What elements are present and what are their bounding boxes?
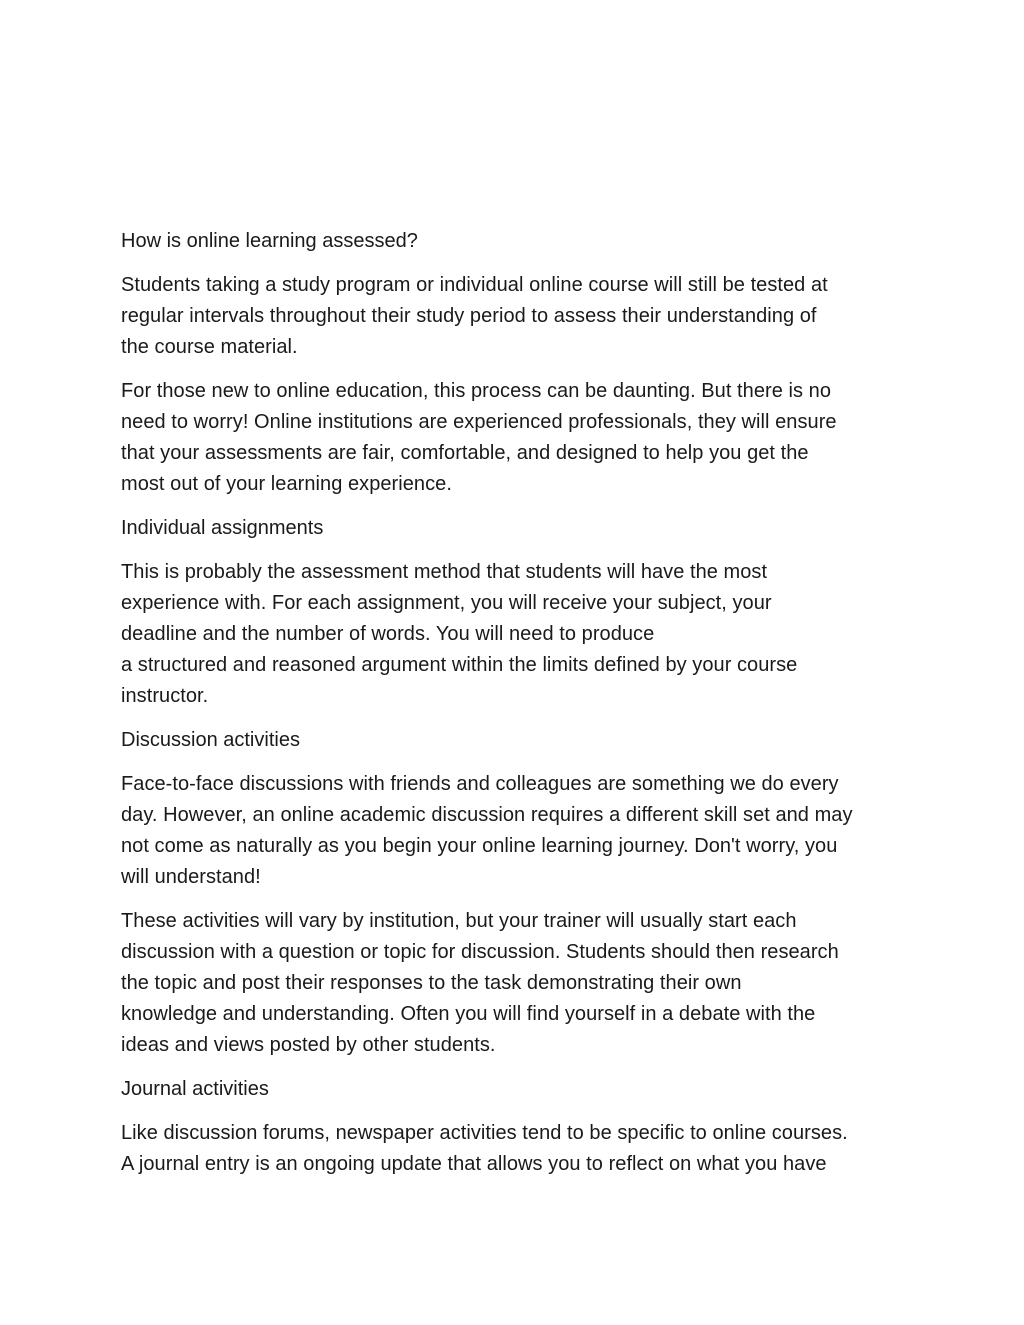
paragraph	[121, 906, 911, 1061]
paragraph	[121, 769, 911, 893]
section-heading	[121, 725, 911, 756]
text-line: This is probably the assessment method that students will have the most	[121, 561, 768, 583]
text-line: discussion with a question or topic for discussion. Students should then research	[121, 941, 839, 963]
text-line: deadline and the number of words. You will need to produce	[121, 623, 655, 645]
text-line: ideas and views posted by other students.	[121, 1034, 496, 1056]
text-line: a structured and reasoned argument within the limits defined by your course	[121, 654, 798, 676]
text-line: For those new to online education, this process can be daunting. But there is no	[121, 380, 831, 402]
text-line: most out of your learning experience.	[121, 473, 452, 495]
text-line: experience with. For each assignment, you will receive your subject, your	[121, 592, 772, 614]
text-line: Face-to-face discussions with friends and colleagues are something we do every	[121, 773, 839, 795]
document-body	[121, 226, 911, 1193]
text-line: Individual assignments	[121, 517, 324, 539]
paragraph	[121, 557, 911, 712]
section-heading	[121, 1074, 911, 1105]
text-line: that your assessments are fair, comfortable, and designed to help you get the	[121, 442, 809, 464]
text-line: need to worry! Online institutions are experienced professionals, they will ensure	[121, 411, 837, 433]
text-line: not come as naturally as you begin your online learning journey. Don't worry, you	[121, 835, 838, 857]
text-line: Discussion activities	[121, 729, 300, 751]
text-line: knowledge and understanding. Often you will find yourself in a debate with the	[121, 1003, 816, 1025]
text-line: How is online learning assessed?	[121, 230, 418, 252]
section-heading	[121, 226, 911, 257]
paragraph	[121, 270, 911, 363]
text-line: Journal activities	[121, 1078, 269, 1100]
paragraph	[121, 1118, 911, 1180]
text-line: These activities will vary by institution, but your trainer will usually start each	[121, 910, 797, 932]
text-line: Like discussion forums, newspaper activities tend to be specific to online courses.	[121, 1122, 848, 1144]
text-line: day. However, an online academic discussion requires a different skill set and may	[121, 804, 853, 826]
text-line: will understand!	[121, 866, 261, 888]
paragraph	[121, 376, 911, 500]
text-line: regular intervals throughout their study period to assess their understanding of	[121, 305, 817, 327]
text-line: A journal entry is an ongoing update that allows you to reflect on what you have	[121, 1153, 827, 1175]
text-line: the course material.	[121, 336, 298, 358]
text-line: instructor.	[121, 685, 209, 707]
section-heading	[121, 513, 911, 544]
text-line: Students taking a study program or individual online course will still be tested at	[121, 274, 828, 296]
text-line: the topic and post their responses to the task demonstrating their own	[121, 972, 742, 994]
